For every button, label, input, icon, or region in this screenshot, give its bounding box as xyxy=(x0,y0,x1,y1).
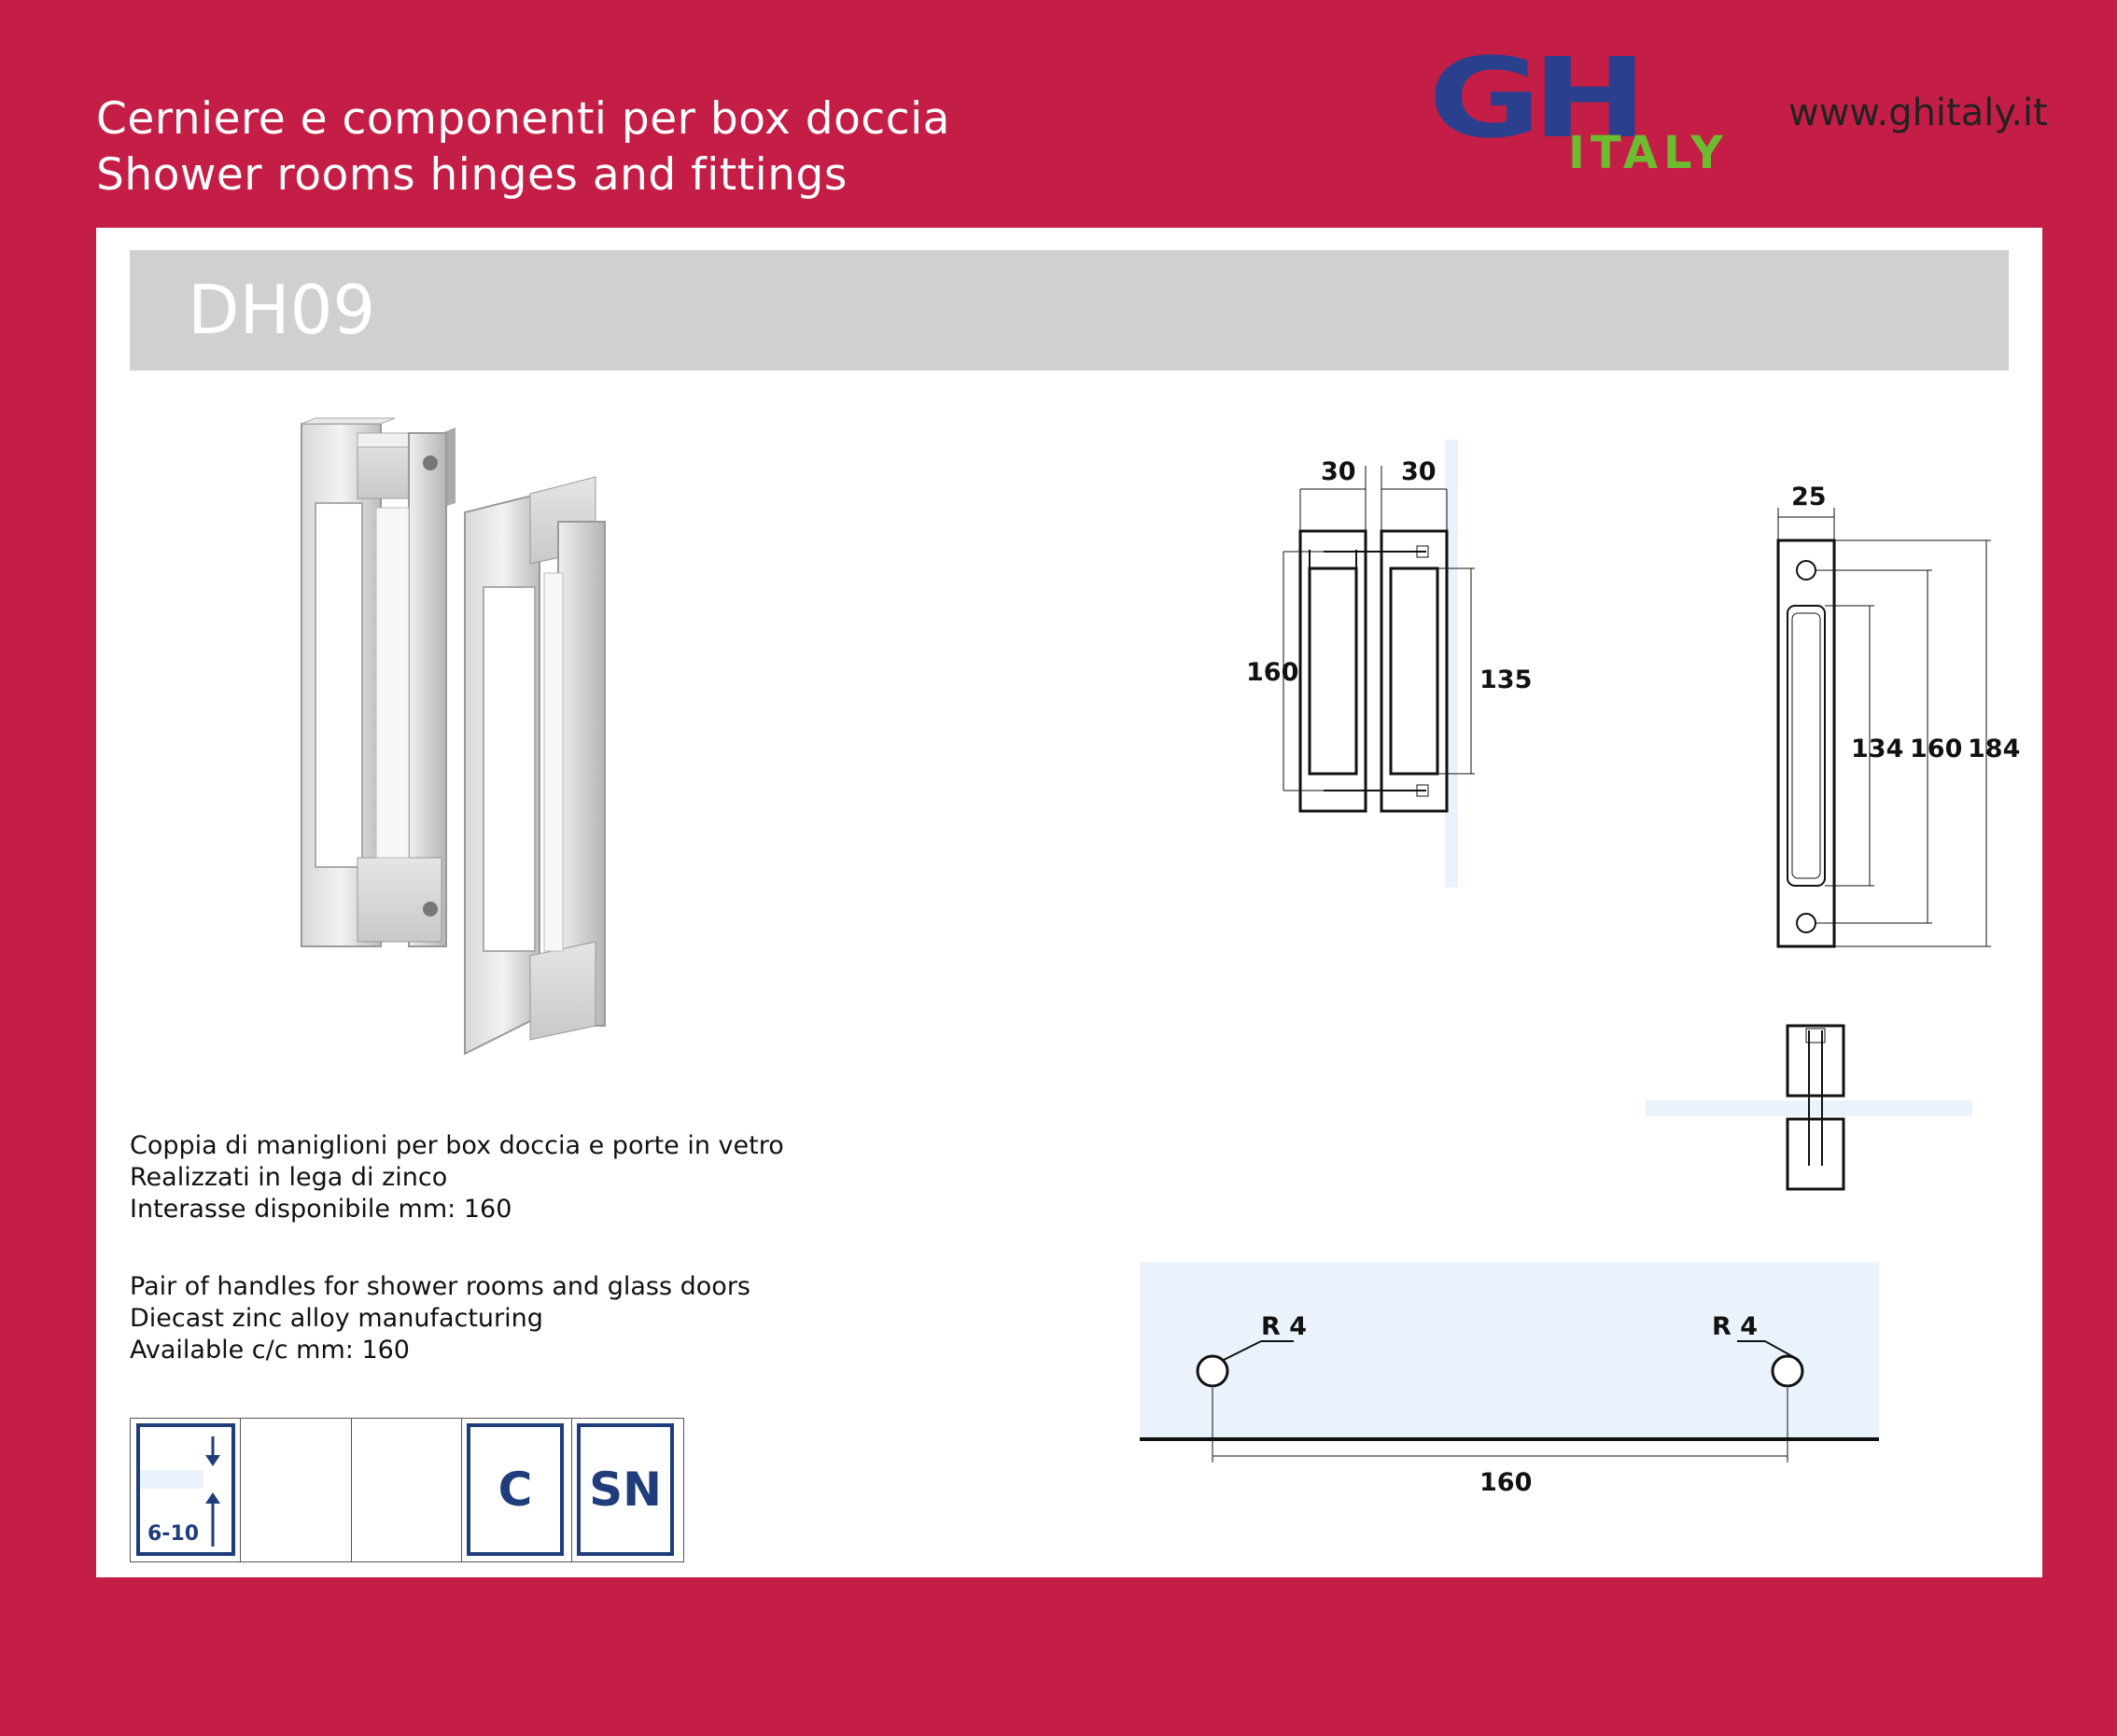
product-code: DH09 xyxy=(188,271,376,349)
glass-thickness-label: 6-10 xyxy=(147,1522,200,1546)
dim-side-center: 160 xyxy=(1910,735,1963,763)
header-title-it: Cerniere e componenti per box doccia xyxy=(96,93,950,145)
spec-icons xyxy=(130,1418,684,1562)
hole-radius-left: R 4 xyxy=(1261,1312,1307,1341)
dim-side-width: 25 xyxy=(1791,483,1827,511)
front-drawing xyxy=(1246,438,1692,923)
handle-right xyxy=(465,477,605,1054)
empty-cell xyxy=(240,1419,352,1561)
description-en xyxy=(130,1271,750,1366)
logo-main: GH xyxy=(1428,34,1638,162)
header-title-en: Shower rooms hinges and fittings xyxy=(96,149,848,201)
desc-en-line: Pair of handles for shower rooms and glass doors xyxy=(130,1272,750,1301)
ghitaly-logo xyxy=(1428,34,1764,179)
section-drawing xyxy=(1646,1026,1982,1194)
dim-side-inner: 134 xyxy=(1851,735,1904,763)
dim-right-width: 30 xyxy=(1401,457,1437,486)
dim-center: 160 xyxy=(1246,658,1299,687)
desc-en-line: Diecast zinc alloy manufacturing xyxy=(130,1304,543,1333)
dim-inner: 135 xyxy=(1479,665,1533,694)
desc-it-line: Coppia di maniglioni per box doccia e porte in vetro xyxy=(130,1131,784,1160)
website-url[interactable]: www.ghitaly.it xyxy=(1788,91,2048,134)
finish-sn-cell xyxy=(571,1419,683,1561)
description-it xyxy=(130,1130,784,1225)
product-panel xyxy=(96,228,2042,1577)
glass-thickness-icon xyxy=(136,1423,235,1556)
dim-side-overall: 184 xyxy=(1968,735,2021,763)
hole-spacing: 160 xyxy=(1479,1468,1533,1497)
title-bar xyxy=(130,250,2009,371)
product-image xyxy=(292,424,852,1077)
glass-thickness-cell xyxy=(131,1419,241,1561)
desc-it-line: Realizzati in lega di zinco xyxy=(130,1163,448,1192)
hole-drawing xyxy=(1140,1262,1882,1495)
glass-panel xyxy=(1140,1262,1879,1439)
empty-cell xyxy=(351,1419,462,1561)
desc-it-line: Interasse disponibile mm: 160 xyxy=(130,1195,512,1224)
desc-en-line: Available c/c mm: 160 xyxy=(130,1336,410,1365)
finish-c-cell xyxy=(461,1419,572,1561)
side-drawing xyxy=(1720,484,2047,932)
logo-sub: ITALY xyxy=(1568,127,1729,179)
finish-sn-badge: SN xyxy=(577,1423,674,1556)
finish-c-badge: C xyxy=(467,1423,564,1556)
right-handle-profile xyxy=(1381,531,1447,811)
handle-left xyxy=(301,418,456,946)
left-handle-profile xyxy=(1300,531,1366,811)
dim-left-width: 30 xyxy=(1321,457,1356,486)
hole-radius-right: R 4 xyxy=(1712,1312,1758,1341)
